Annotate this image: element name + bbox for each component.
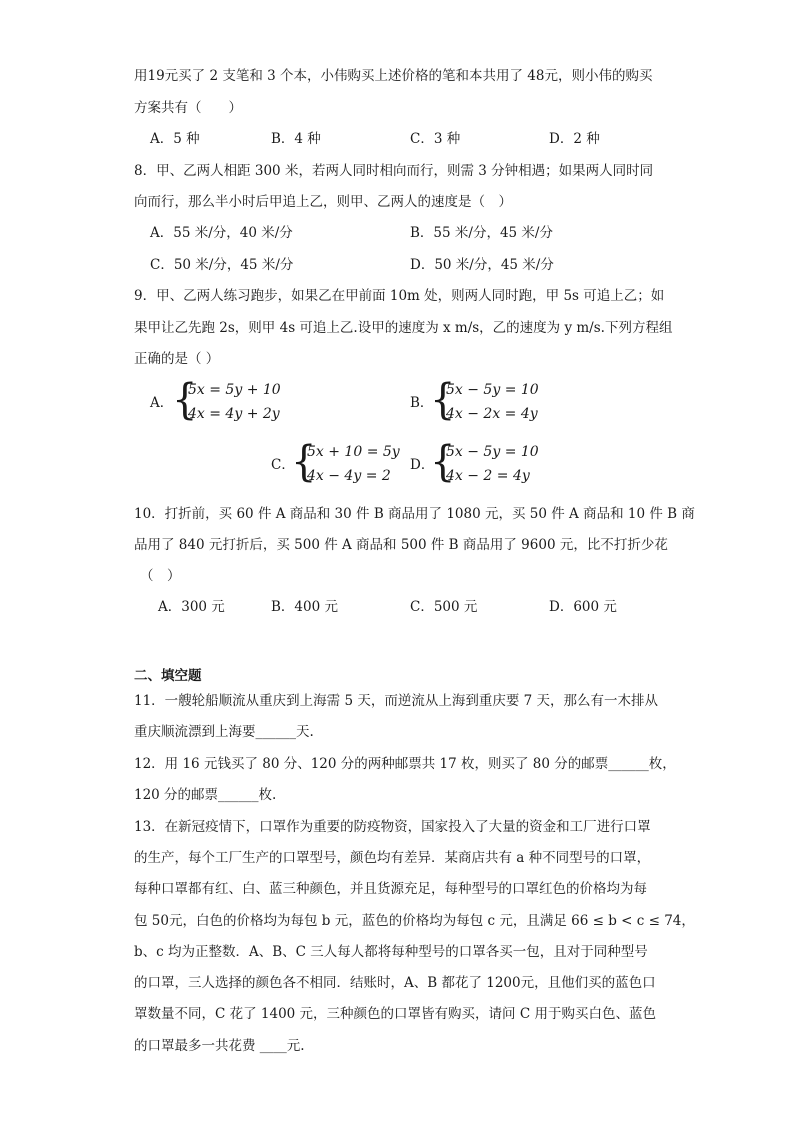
- q9-option-d-label: D．: [410, 457, 435, 473]
- q8-line-2: 向而行，那么半小时后甲追上乙，则甲、乙两人的速度是（ ）: [134, 194, 512, 210]
- q13-line-2: 的生产，每个工厂生产的口罩型号，颜色均有差异．某商店共有 a 种不同型号的口罩，: [134, 850, 651, 866]
- q9-line-2: 果甲让乙先跑 2s，则甲 4s 可追上乙.设甲的速度为 x m/s，乙的速度为 y m/s.下列方程组: [134, 320, 673, 336]
- q13-line-8: 的口罩最多一共花费 ____元.: [134, 1038, 305, 1054]
- q13-line-4: 包 50元，白色的价格均为每包 b 元，蓝色的价格均为每包 c 元，且满足 66 ≤ b < c ≤ 74，: [134, 913, 695, 929]
- q7-option-a: A．5 种: [150, 131, 200, 147]
- q7-line-1: 用19元买了 2 支笔和 3 个本，小伟购买上述价格的笔和本共用了 48元，则小伟的购买: [134, 68, 653, 84]
- q11-line-1: 11．一艘轮船顺流从重庆到上海需 5 天，而逆流从上海到重庆要 7 天，那么有一木排从: [134, 693, 659, 709]
- q9-option-b-eq1: 5x − 5y = 10: [446, 382, 539, 398]
- q10-line-1: 10．打折前，买 60 件 A 商品和 30 件 B 商品用了 1080 元，买 50 件 A 商品和 10 件 B 商: [134, 506, 695, 522]
- section-heading-fill-in: 二、填空题: [134, 668, 202, 684]
- q9-line-1: 9．甲、乙两人练习跑步，如果乙在甲前面 10m 处，则两人同时跑，甲 5s 可追上乙；如: [134, 288, 665, 304]
- q11-line-2: 重庆顺流漂到上海要______天.: [134, 724, 314, 740]
- q10-line-2: 品用了 840 元打折后，买 500 件 A 商品和 500 件 B 商品用了 9600 元，比不打折少花: [134, 537, 668, 553]
- q9-option-a-eq2: 4x = 4y + 2y: [188, 406, 280, 422]
- q13-line-1: 13．在新冠疫情下，口罩作为重要的防疫物资，国家投入了大量的资金和工厂进行口罩: [134, 819, 651, 835]
- q9-option-a-eq1: 5x = 5y + 10: [188, 382, 281, 398]
- q10-option-b: B．400 元: [271, 599, 338, 615]
- q9-option-c-brace: {: [291, 437, 317, 487]
- q10-option-c: C．500 元: [410, 599, 478, 615]
- q9-line-3: 正确的是（ ）: [134, 351, 220, 367]
- q10-option-d: D．600 元: [549, 599, 617, 615]
- q9-option-b-label: B．: [410, 395, 434, 411]
- q8-line-1: 8．甲、乙两人相距 300 米，若两人同时相向而行，则需 3 分钟相遇；如果两人同时同: [134, 163, 654, 179]
- q10-line-3: （ ）: [140, 568, 181, 584]
- q9-option-c-eq1: 5x + 10 = 5y: [307, 444, 400, 460]
- q9-option-b-eq2: 4x − 2x = 4y: [446, 406, 538, 422]
- q9-option-d-eq1: 5x − 5y = 10: [446, 444, 539, 460]
- q12-line-1: 12．用 16 元钱买了 80 分、120 分的两种邮票共 17 枚，则买了 80 分的邮票______枚，: [134, 756, 676, 772]
- q7-option-c: C．3 种: [410, 131, 461, 147]
- q9-option-c-label: C．: [271, 457, 295, 473]
- q7-line-2: 方案共有（ ）: [134, 100, 242, 116]
- q7-option-d: D．2 种: [549, 131, 600, 147]
- q13-line-5: b、c 均为正整数．A、B、C 三人每人都将每种型号的口罩各买一包，且对于同种型号: [134, 944, 648, 960]
- q9-option-b-brace: {: [430, 375, 456, 425]
- q9-option-a-brace: {: [172, 375, 198, 425]
- q7-option-b: B．4 种: [271, 131, 321, 147]
- q8-option-a: A．55 米/分，40 米/分: [150, 225, 293, 241]
- q13-line-3: 每种口罩都有红、白、蓝三种颜色，并且货源充足，每种型号的口罩红色的价格均为每: [134, 881, 647, 897]
- q10-option-a: A．300 元: [158, 599, 225, 615]
- q8-option-c: C．50 米/分，45 米/分: [150, 257, 294, 273]
- q8-option-b: B．55 米/分，45 米/分: [410, 225, 553, 241]
- q13-line-6: 的口罩，三人选择的颜色各不相同．结账时，A、B 都花了 1200元，且他们买的蓝色口: [134, 975, 656, 991]
- q13-line-7: 罩数量不同，C 花了 1400 元，三种颜色的口罩皆有购买，请问 C 用于购买白色、蓝色: [134, 1006, 656, 1022]
- q12-line-2: 120 分的邮票______枚.: [134, 787, 277, 803]
- q9-option-d-brace: {: [430, 437, 456, 487]
- q8-option-d: D．50 米/分，45 米/分: [410, 257, 554, 273]
- q9-option-c-eq2: 4x − 4y = 2: [307, 468, 391, 484]
- q9-option-d-eq2: 4x − 2 = 4y: [446, 468, 530, 484]
- q9-option-a-label: A．: [150, 395, 174, 411]
